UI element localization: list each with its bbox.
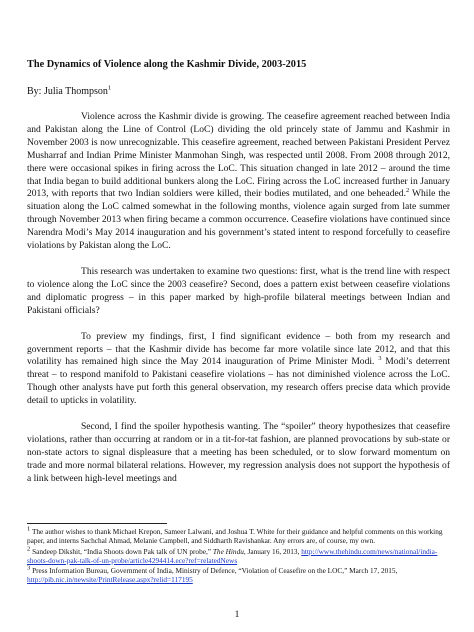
footnote-text: Sandeep Dikshit, “India Shoots down Pak talk of UN probe,” [30, 546, 213, 556]
footnote-text: Press Information Bureau, Government of India, Ministry of Defence, “Violation of Ceasefire on the LOC,” March 17, 2015, [30, 566, 398, 576]
footnote [27, 527, 450, 546]
paragraph-text: Modi’s deterrent threat – to respond manifold to Pakistani ceasefire violations – has not diminished violence across the LoC. Though other analysts have put forth this general observation, my research offers precise data which provide detail to upticks in volatility. [27, 356, 450, 407]
footnote-text: The author wishes to thank Michael Krepon, Sameer Lalwani, and Joshua T. White for their guidance and helpful comments on this working paper, and interns Sachchal Ahmad, Melanie Campbell, and Siddharth Ravishankar. Any errors are, of course, my own. [27, 527, 443, 546]
paragraph-text: While the situation along the LoC calmed somewhat in the following months, violence again surged from late summer through November 2013 when firing became a common occurrence. Ceasefire violations have continued since Narendra Modi’s May 2014 inauguration and his government’s stated intent to respond forcefully to ceasefire violations by Pakistan along the LoC. [27, 188, 450, 252]
footnote-link[interactable]: http://pib.nic.in/newsite/PrintRelease.aspx?relid=117195 [27, 575, 193, 585]
paper-page [27, 58, 450, 499]
footnote-number: 3 [27, 564, 31, 572]
page-number: 1 [234, 610, 240, 620]
paragraph-text: Violence across the Kashmir divide is growing. The ceasefire agreement reached between India and Pakistan along the Line of Control (LoC) dividing the old princely state of Jammu and Kashmir in November 2003 is now unrecognizable. This ceasefire agreement, reached between Pakistani President Pervez Musharraf and Indian Prime Minister Manmohan Singh, was respected until 2008. From 2008 through 2012, there were occasional spikes in firing across the LoC. This situation changed in late 2012 – around the time that India began to build additional bunkers along the LoC. Firing across the LoC increased further in January 2013, with reports that two Indian soldiers were killed, their bodies mutilated, and one beheaded. [27, 111, 450, 200]
footnote-number: 1 [27, 525, 31, 533]
footnotes-section [27, 523, 450, 586]
paragraph-text: This research was undertaken to examine two questions: first, what is the trend line with respect to violence along the LoC since the 2003 ceasefire? Second, does a pattern exist between ceasefire violations and diplomatic progress – in this paper marked by high-profile bilateral meetings between Indian and Pakistani officials? [27, 265, 450, 316]
body-paragraph [27, 421, 450, 486]
footnote-marker: 2 [405, 187, 410, 195]
footnote-list [27, 527, 450, 585]
publication-name: The Hindu [212, 546, 244, 556]
body-paragraph [27, 331, 450, 408]
paper-title: The Dynamics of Violence along the Kashmir Divide, 2003-2015 [27, 59, 307, 70]
footnote [27, 566, 450, 585]
footnote-link[interactable]: http://www.thehindu.com/news/national/india-shoots-down-pak-talk-of-un-probe/article4294414.ece?ref=relatedNews [27, 546, 438, 565]
footnote-text: , January 16, 2013, [243, 546, 302, 556]
body-text [27, 111, 450, 486]
footnote-marker: 1 [107, 84, 112, 92]
author-byline [27, 85, 450, 98]
author-name: By: Julia Thompson [27, 86, 108, 97]
body-paragraph [27, 266, 450, 318]
body-paragraph [27, 111, 450, 253]
paragraph-text: To preview my findings, first, I find significant evidence – both from my research and government reports – that the Kashmir divide has become far more volatile since late 2012, and that this volatility has remained high since the May 2014 inauguration of Prime Minister Modi. [27, 330, 450, 368]
footnote-rule [27, 523, 167, 524]
footnote-marker: 3 [378, 355, 382, 363]
paragraph-text: Second, I find the spoiler hypothesis wanting. The “spoiler” theory hypothesizes that ceasefire violations, rather than occurring at random or in a tit-for-tat fashion, are planned provocations by sub-state or non-state actors to signal displeasure that a meeting has been scheduled, or to slow forward momentum on trade and more normal bilateral relations. However, my regression analysis does not support the hypothesis of a link between high-level meetings and [27, 421, 450, 484]
footnote-number: 2 [27, 545, 31, 553]
footnote [27, 547, 450, 566]
